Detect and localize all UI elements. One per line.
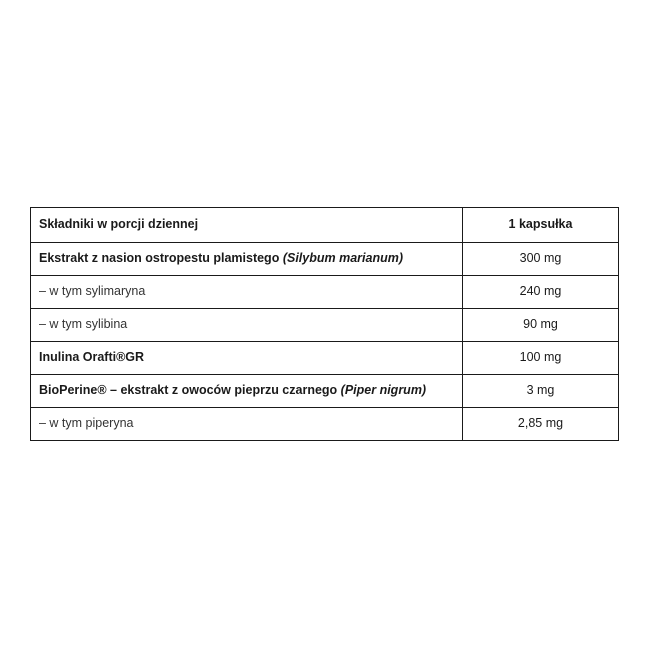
table-header-row	[31, 208, 619, 243]
table-row	[31, 375, 619, 408]
ingredient-name: Inulina Orafti®GR	[39, 350, 145, 365]
table-row	[31, 408, 619, 441]
amount-cell: 240 mg	[463, 276, 619, 309]
ingredient-name: BioPerine® – ekstrakt z owoców pieprzu czarnego	[39, 383, 338, 398]
table-row	[31, 342, 619, 375]
amount-cell: 3 mg	[463, 375, 619, 408]
ingredient-name: Ekstrakt z nasion ostropestu plamistego	[39, 251, 280, 266]
ingredient-name: – w tym piperyna	[39, 416, 134, 431]
table-row	[31, 276, 619, 309]
ingredient-cell	[31, 243, 463, 276]
ingredient-cell	[31, 342, 463, 375]
nutrition-table-container	[30, 207, 618, 441]
amount-column-header: 1 kapsułka	[463, 208, 619, 243]
ingredients-table	[30, 207, 619, 441]
latin-name: (Piper nigrum)	[340, 383, 427, 398]
amount-cell: 300 mg	[463, 243, 619, 276]
ingredient-column-header: Składniki w porcji dziennej	[31, 208, 463, 243]
ingredient-name: – w tym sylibina	[39, 317, 128, 332]
amount-cell: 90 mg	[463, 309, 619, 342]
ingredient-cell	[31, 408, 463, 441]
ingredient-cell	[31, 276, 463, 309]
latin-name: (Silybum marianum)	[282, 251, 403, 266]
ingredient-cell	[31, 375, 463, 408]
ingredient-cell	[31, 309, 463, 342]
amount-cell: 100 mg	[463, 342, 619, 375]
amount-cell: 2,85 mg	[463, 408, 619, 441]
table-row	[31, 309, 619, 342]
ingredient-name: – w tym sylimaryna	[39, 284, 146, 299]
table-row	[31, 243, 619, 276]
